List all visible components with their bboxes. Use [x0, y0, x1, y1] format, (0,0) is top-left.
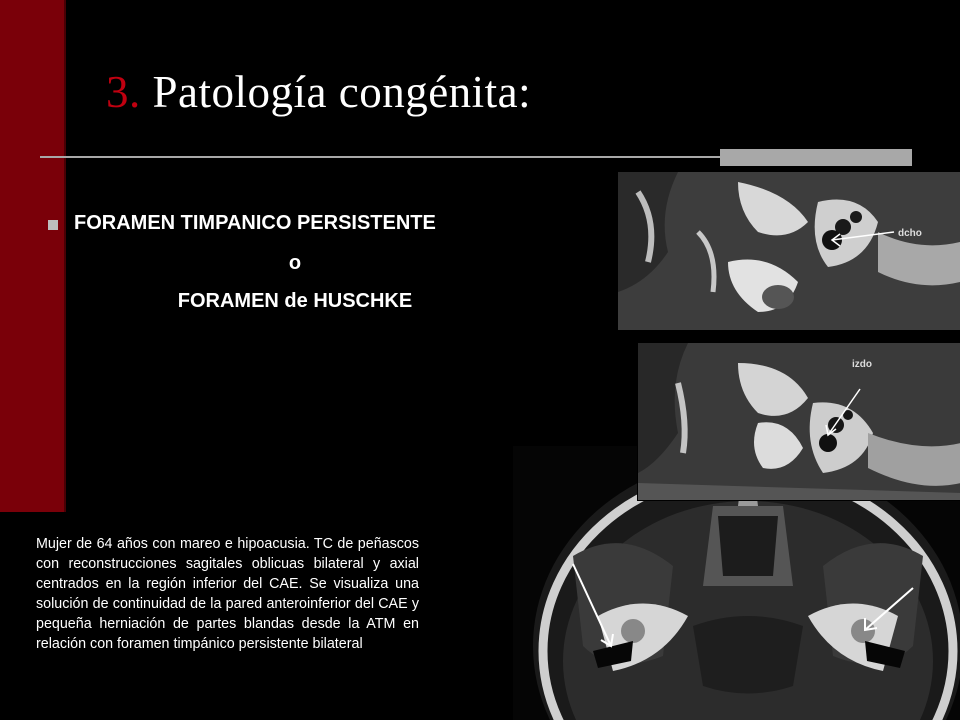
right-side-label: dcho [898, 228, 922, 239]
title-text: Patología congénita: [140, 67, 532, 117]
title-rule [40, 156, 720, 158]
heading-line-2: o [288, 252, 302, 274]
bullet-square-icon [48, 220, 58, 230]
heading-line-3: FORAMEN de HUSCHKE [177, 290, 413, 312]
case-description-caption: Mujer de 64 años con mareo e hipoacusia. TC de peñascos con reconstrucciones sagitales oblicuas bilateral y axial centrados en la región inferior del CAE. Se visualiza una solución de continuidad de la pared anteroinferior del CAE y pequeña herniación de partes blandas desde la ATM en relación con foramen timpánico persistente bilateral [36, 536, 419, 652]
left-side-label: izdo [852, 359, 872, 370]
ct-sagittal-right-image [618, 172, 960, 330]
title-number: 3. [106, 67, 141, 117]
ct-sagittal-left-image [637, 342, 960, 501]
slide-title [106, 66, 531, 118]
title-rule-block [720, 149, 912, 166]
heading-line-1: FORAMEN TIMPANICO PERSISTENTE [74, 212, 436, 234]
